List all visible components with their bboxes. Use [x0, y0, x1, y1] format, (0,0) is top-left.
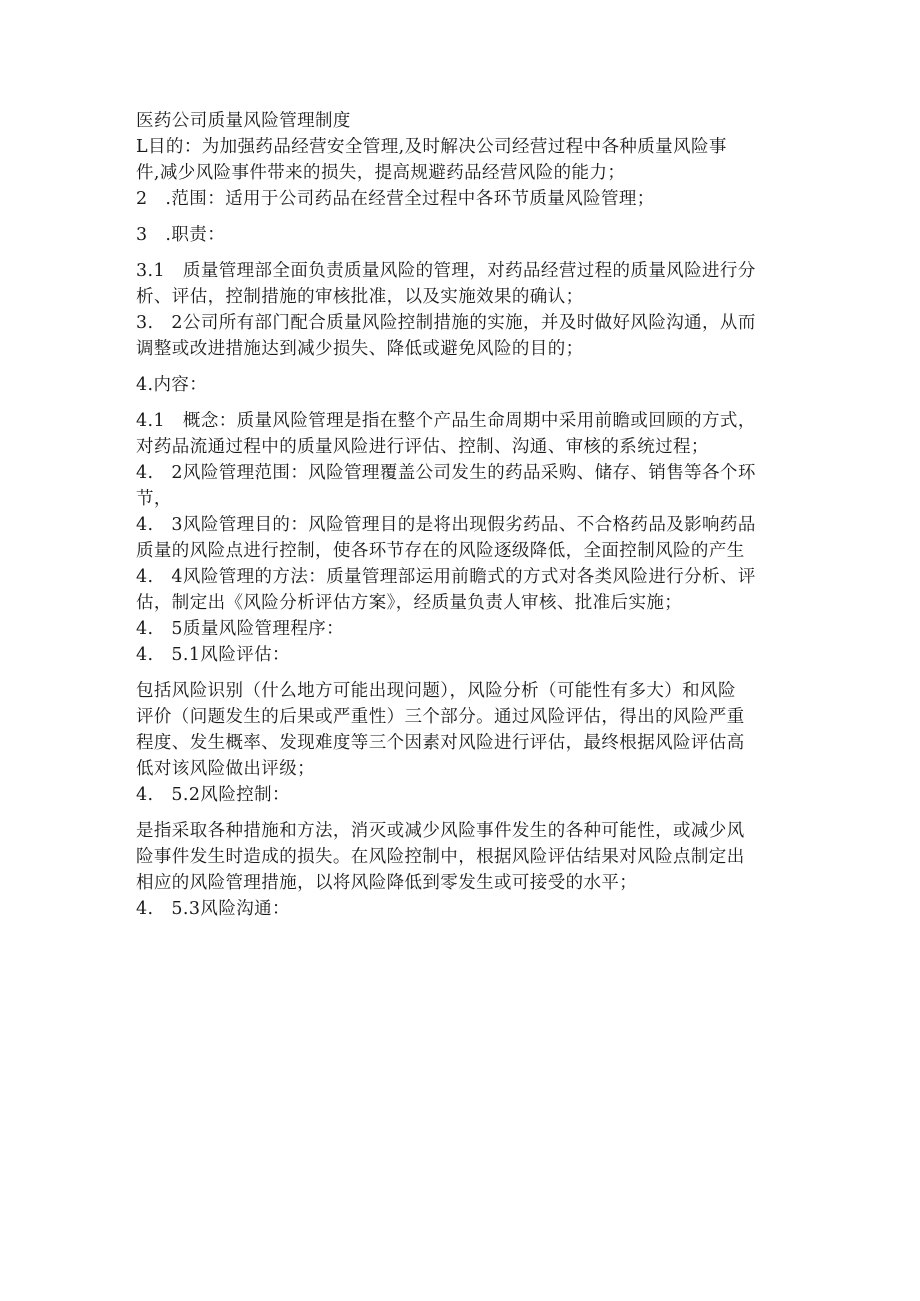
text-line: 3.1 质量管理部全面负责质量风险的管理，对药品经营过程的质量风险进行分: [136, 261, 756, 281]
text-line: 4. 5.1风险评估：: [136, 645, 290, 665]
text-line: 是指采取各种措施和方法，消灭或减少风险事件发生的各种可能性，或减少风: [136, 821, 745, 841]
document-title: 医药公司质量风险管理制度: [136, 111, 351, 131]
text-line: 对药品流通过程中的质量风险进行评估、控制、沟通、审核的系统过程；: [136, 437, 709, 457]
text-line: 4.1 概念：质量风险管理是指在整个产品生命周期中采用前瞻或回顾的方式，: [136, 411, 756, 431]
text-line: 评价（问题发生的后果或严重性）三个部分。通过风险评估，得出的风险严重: [136, 707, 745, 727]
text-line: 析、评估，控制措施的审核批准，以及实施效果的确认；: [136, 287, 584, 307]
text-line: 包括风险识别（什么地方可能出现问题），风险分析（可能性有多大）和风险: [136, 681, 736, 701]
text-line: 4. 5.2风险控制：: [136, 785, 290, 805]
text-line: 4. 3风险管理目的：风险管理目的是将出现假劣药品、不合格药品及影响药品: [136, 515, 756, 535]
text-line: 件,减少风险事件带来的损失，提高规避药品经营风险的能力；: [136, 163, 626, 183]
text-line: 相应的风险管理措施，以将风险降低到零发生或可接受的水平；: [136, 873, 638, 893]
text-line: 险事件发生时造成的损失。在风险控制中，根据风险评估结果对风险点制定出: [136, 847, 745, 867]
text-line: 程度、发生概率、发现难度等三个因素对风险进行评估，最终根据风险评估高: [136, 733, 745, 753]
text-line: 4. 2风险管理范围：风险管理覆盖公司发生的药品采购、储存、销售等各个环: [136, 463, 756, 483]
text-line: 4.内容：: [136, 375, 208, 395]
text-line: 3 .职责：: [136, 225, 226, 245]
text-line: 质量的风险点进行控制，使各环节存在的风险逐级降低，全面控制风险的产生: [136, 541, 745, 561]
text-line: 4. 5.3风险沟通：: [136, 899, 290, 919]
text-line: 节，: [136, 489, 172, 509]
text-line: 4. 4风险管理的方法：质量管理部运用前瞻式的方式对各类风险进行分析、评: [136, 567, 756, 587]
text-line: 调整或改进措施达到减少损失、降低或避免风险的目的；: [136, 339, 584, 359]
text-line: 估，制定出《风险分析评估方案》，经质量负责人审核、批准后实施；: [136, 593, 683, 613]
document-body: [136, 108, 786, 922]
text-line: 4. 5质量风险管理程序：: [136, 619, 345, 639]
text-line: 3. 2公司所有部门配合质量风险控制措施的实施，并及时做好风险沟通，从而: [136, 313, 756, 333]
text-line: 2 .范围：适用于公司药品在经营全过程中各环节质量风险管理；: [136, 189, 655, 209]
text-line: 低对该风险做出评级；: [136, 759, 315, 779]
text-line: L目的：为加强药品经营安全管理,及时解决公司经营过程中各种质量风险事: [136, 137, 727, 157]
